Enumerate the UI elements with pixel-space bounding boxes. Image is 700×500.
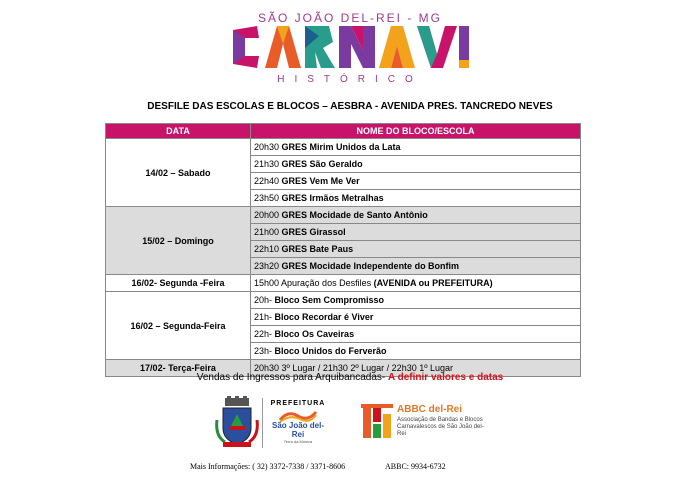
ticket-highlight: A definir valores e datas — [388, 372, 504, 383]
historico-subtitle: HISTÓRICO — [277, 74, 423, 85]
ticket-text: Vendas de Ingressos para Arquibancadas- — [196, 372, 386, 383]
date-cell: 17/02- Terça-Feira — [106, 360, 251, 377]
event-name: GRES Irmãos Metralhas — [281, 193, 384, 203]
abbc-phone: ABBC: 9934-6732 — [385, 462, 446, 471]
carnaval-logo — [231, 24, 469, 70]
carnaval-letters — [233, 26, 469, 68]
event-name: Bloco Unidos do Ferverão — [274, 346, 387, 356]
parade-schedule-table — [105, 123, 581, 377]
abbc-description: Associação de Bandas e Blocos Carnavalescos de São João del-Rei — [397, 417, 484, 437]
event-time: 15h00 Apuração dos Desfiles — [254, 278, 372, 288]
date-cell: 16/02 – Segunda-Feira — [106, 292, 251, 360]
event-cell — [251, 190, 581, 207]
column-header-name: NOME DO BLOCO/ESCOLA — [251, 124, 581, 139]
event-cell — [251, 241, 581, 258]
table-row — [106, 207, 581, 224]
event-cell — [251, 224, 581, 241]
prefeitura-logo — [268, 400, 328, 444]
prefeitura-label: PREFEITURA — [270, 400, 326, 407]
event-header — [0, 0, 700, 100]
column-header-date: DATA — [106, 124, 251, 139]
event-time: 20h30 3º Lugar / 21h30 2º Lugar / 22h30 1º Lugar — [254, 363, 454, 373]
event-name: Bloco Recordar é Viver — [274, 312, 374, 322]
prefeitura-tag: Terra da Música — [283, 439, 313, 444]
event-time: 23h50 — [254, 193, 280, 203]
event-time: 20h00 — [254, 210, 280, 220]
date-cell: 14/02 – Sabado — [106, 139, 251, 207]
date-cell: 16/02- Segunda -Feira — [106, 275, 251, 292]
logo-divider — [262, 398, 263, 448]
event-time: 22h- — [254, 329, 273, 339]
contact-info: Mais Informações: ( 32) 3372-7338 / 3371-8606 — [190, 462, 346, 471]
event-time: 21h00 — [254, 227, 280, 237]
event-time: 22h40 — [254, 176, 280, 186]
city-title: SÃO JOÃO DEL-REI - MG — [257, 11, 443, 25]
event-name: (AVENIDA ou PREFEITURA) — [373, 278, 493, 288]
event-cell — [251, 156, 581, 173]
event-cell — [251, 139, 581, 156]
event-cell — [251, 309, 581, 326]
event-cell — [251, 258, 581, 275]
date-cell: 15/02 – Domingo — [106, 207, 251, 275]
event-time: 20h30 — [254, 142, 280, 152]
event-name: GRES Mirim Unidos da Lata — [281, 142, 401, 152]
event-time: 21h- — [254, 312, 273, 322]
event-cell — [251, 207, 581, 224]
event-cell — [251, 292, 581, 309]
flag-wave-icon — [278, 410, 318, 422]
event-time: 21h30 — [254, 159, 280, 169]
event-time: 22h10 — [254, 244, 280, 254]
event-cell — [251, 326, 581, 343]
prefeitura-city: São João del-Rei — [271, 421, 324, 439]
event-name: GRES São Geraldo — [281, 159, 363, 169]
table-row — [106, 292, 581, 309]
event-cell — [251, 275, 581, 292]
event-name: GRES Mocidade de Santo Antônio — [281, 210, 428, 220]
event-name: GRES Bate Paus — [281, 244, 354, 254]
schedule-body — [106, 139, 581, 377]
event-time: 23h- — [254, 346, 273, 356]
city-crest-icon — [215, 396, 259, 448]
event-name: GRES Mocidade Independente do Bonfim — [281, 261, 460, 271]
event-cell — [251, 173, 581, 190]
abbc-mark-icon — [361, 404, 395, 440]
event-time: 23h20 — [254, 261, 280, 271]
parade-headline: DESFILE DAS ESCOLAS E BLOCOS – AESBRA - AVENIDA PRES. TANCREDO NEVES — [147, 101, 553, 112]
table-row — [106, 139, 581, 156]
event-name: Bloco Sem Compromisso — [274, 295, 385, 305]
abbc-name: ABBC del-Rei — [397, 404, 463, 415]
event-time: 20h- — [254, 295, 273, 305]
table-row — [106, 275, 581, 292]
event-cell — [251, 343, 581, 360]
event-name: GRES Girassol — [281, 227, 346, 237]
event-name: Bloco Os Caveiras — [274, 329, 355, 339]
table-header-row — [106, 124, 581, 139]
event-name: GRES Vem Me Ver — [281, 176, 360, 186]
abbc-logo-text — [397, 404, 487, 438]
ticket-sales-note — [0, 372, 700, 383]
